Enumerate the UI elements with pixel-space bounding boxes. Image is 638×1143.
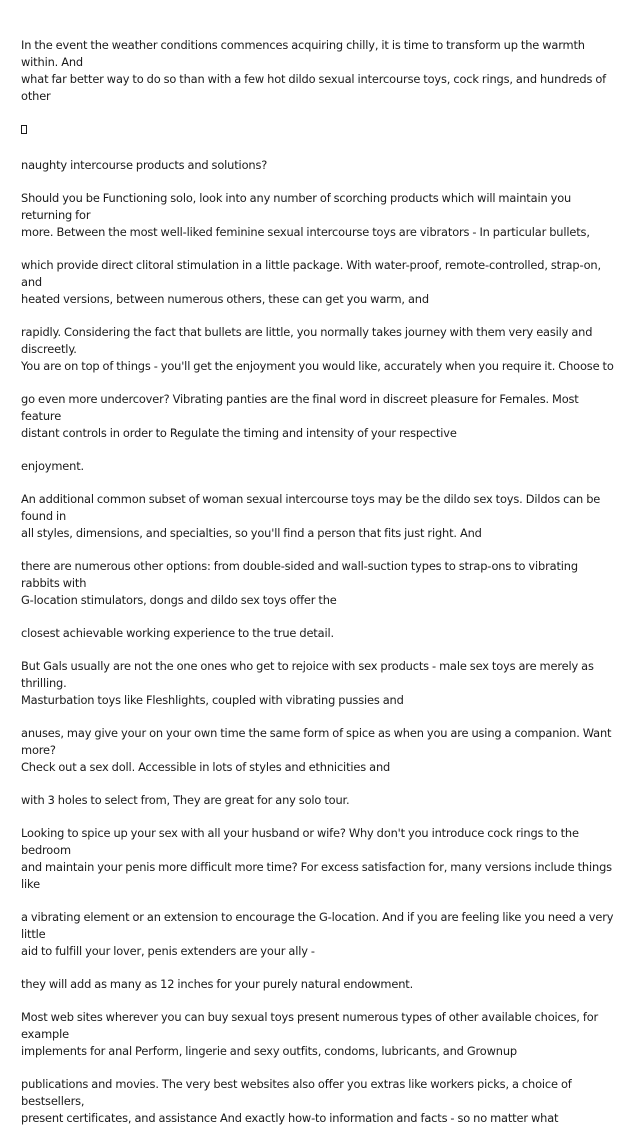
paragraph-7: go even more undercover? Vibrating panties are the final word in discreet pleasure for Females. Most feature distant controls in order to Regulate the timing and intensity of your respective — [21, 392, 579, 440]
paragraph-5: which provide direct clitoral stimulation in a little package. With water-proof, remote-controlled, strap-on, and heated versions, between numerous others, these can get you warm, and — [21, 258, 601, 306]
paragraph-17: they will add as many as 12 inches for your purely natural endowment. — [21, 977, 414, 991]
paragraph-16: a vibrating element or an extension to encourage the G-location. And if you are feeling like you need a very little aid to fulfill your lover, penis extenders are your ally - — [21, 910, 614, 958]
paragraph-4: Should you be Functioning solo, look into any number of scorching products which will maintain you returning for more. Between the most well-liked feminine sexual intercourse toys are vibrators - In particular bullets, — [21, 191, 590, 239]
document-page — [21, 37, 619, 1143]
paragraph-14: with 3 holes to select from, They are great for any solo tour. — [21, 793, 350, 807]
missing-glyph-paragraph — [21, 121, 619, 141]
paragraph-13: anuses, may give your on your own time the same form of spice as when you are using a companion. Want more? Check out a sex doll. Accessible in lots of styles and ethnicities and — [21, 726, 612, 774]
paragraph-8: enjoyment. — [21, 459, 85, 473]
paragraph-1: In the event the weather conditions commences acquiring chilly, it is time to transform up the warmth within. And what far better way to do so than with a few hot dildo sexual intercourse toys, cock rings, and hundreds of other — [21, 38, 607, 103]
paragraph-9: An additional common subset of woman sexual intercourse toys may be the dildo sex toys. Dildos can be found in all styles, dimensions, and specialties, so you'll find a person that fits just right. And — [21, 492, 601, 540]
paragraph-15: Looking to spice up your sex with all your husband or wife? Why don't you introduce cock rings to the bedroom and maintain your penis more difficult more time? For excess satisfaction for, many versions include things like — [21, 826, 612, 891]
paragraph-19: publications and movies. The very best websites also offer you extras like workers picks, a choice of bestsellers, present certificates, and assistance And exactly how-to information and facts - so no matter what — [21, 1077, 572, 1125]
paragraph-3: naughty intercourse products and solutions? — [21, 158, 268, 172]
paragraph-10: there are numerous other options: from double-sided and wall-suction types to strap-ons to vibrating rabbits with G-location stimulators, dongs and dildo sex toys offer the — [21, 559, 578, 607]
paragraph-18: Most web sites wherever you can buy sexual toys present numerous types of other available choices, for example implements for anal Perform, lingerie and sexy outfits, condoms, lubricants, and Grownup — [21, 1010, 599, 1058]
paragraph-12: But Gals usually are not the one ones who get to rejoice with sex products - male sex toys are merely as thrilling. Masturbation toys like Fleshlights, coupled with vibrating pussies and — [21, 659, 594, 707]
paragraph-6: rapidly. Considering the fact that bullets are little, you normally takes journey with them very easily and discreetly. You are on top of things - you'll get the enjoyment you would like, accurately when you require it. Choose to — [21, 325, 614, 373]
paragraph-11: closest achievable working experience to the true detail. — [21, 626, 334, 640]
missing-glyph-icon — [21, 125, 27, 134]
